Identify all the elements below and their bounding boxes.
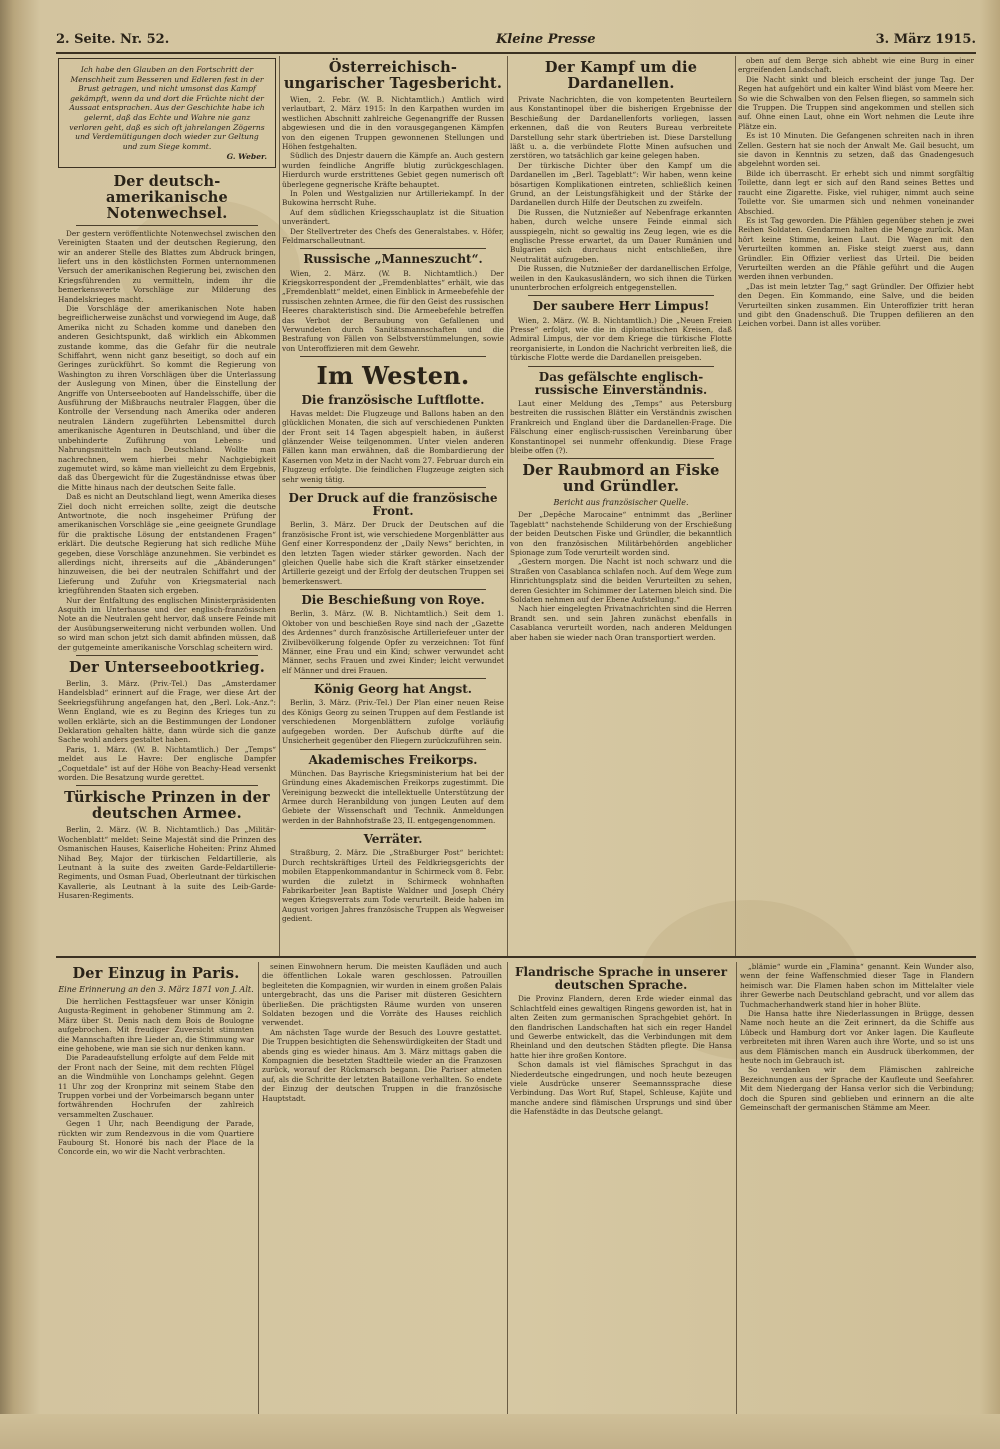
paragraph: Private Nachrichten, die von kompetenten Beurteilern aus Konstantinopel über die bisherigen Ergebnisse der Beschießung der Dardanellenforts vorliegen, lassen erkennen, daß die von Reuters Bureau verbreitete Darstellung sehr stark übertrieben ist. Diese Darstellung läßt u. a. die verbündete Flotte Minen aufsuchen und zerstören, wo tatsächlich gar keine gelegen haben.	[510, 94, 732, 161]
divider	[300, 487, 486, 488]
paragraph: Berlin, 3. März. (Priv.-Tel.) Der Plan einer neuen Reise des Königs Georg zu seinen Truppen auf dem Festlande ist verschiedenen Morgenblättern zufolge vorläufig aufgegeben worden. Der Aufschub dürfte auf die Unsicherheit gegenüber den Fliegern zurückzuführen sein.	[282, 698, 504, 746]
paragraph: Die Nacht sinkt und bleich erscheint der junge Tag. Der Regen hat aufgehört und ein kalter Wind bläst vom Meere her. So wie die Schwalben von den Felsen fliegen, so sammeln sich die Truppen. Die Truppen sind angekommen und stellen sich auf. Ohne einen Laut, ohne ein Wort nehmen die Leute ihre Plätze ein.	[738, 74, 974, 131]
paragraph: Südlich des Dnjestr dauern die Kämpfe an. Auch gestern wurden feindliche Angriffe blutig zurückgeschlagen. Hierdurch wurde erstrittenes Gebiet gegen numerisch oft überlegene gegnerische Kräfte behauptet.	[282, 151, 504, 189]
article-title: Flandrische Sprache in unserer deutschen Sprache.	[514, 965, 728, 993]
article-note-exchange	[58, 174, 276, 652]
article-title: Akademisches Freikorps.	[308, 752, 478, 767]
column-rule	[736, 962, 737, 1414]
paragraph: Berlin, 3. März. (Priv.-Tel.) Das „Amsterdamer Handelsblad“ erinnert auf die Frage, wer diese Art der Seekriegsführung angefangen hat, den „Berl. Lok.-Anz.“: Wenn England, wie es zu Beginn des Krieges tun zu wollen erklärte, sich an die Bestimmungen der Londoner Deklaration gehalten hätte, dann würde sich die ganze Sache wohl anders gestaltet haben.	[58, 678, 276, 745]
article-murder-fiske	[510, 458, 732, 642]
article-subtitle: Eine Erinnerung an den 3. März 1871 von J. Alt.	[58, 984, 254, 994]
article-title: Das gefälschte englisch-russische Einverständnis.	[534, 369, 708, 397]
paragraph: Nach hier eingelegten Privatnachrichten sind die Herren Brandt sen. und sein Jahren zunächst ebenfalls in Casablanca verurteilt worden, nach anderen Meldungen aber haben sie wieder nach Oran transportiert werden.	[510, 604, 732, 642]
article-title: Die Beschießung von Roye.	[301, 593, 485, 608]
paragraph: Der gestern veröffentlichte Notenwechsel zwischen den Vereinigten Staaten und der deutschen Regierung, den wir an anderer Stelle des Blattes zum Abdruck bringen, liefert uns in den köstlichsten Formen unternommenen Versuch der amerikanischen Regierung bei, zwischen den Kriegsführenden zu vermitteln, indem ihr die bemerkenswerte Vorschläge zur Milderung des Handelskrieges macht.	[58, 228, 276, 304]
paragraph: Laut einer Meldung des „Temps“ aus Petersburg bestreiten die russischen Blätter ein Verständnis zwischen Frankreich und England über die Dardanellen-Frage. Die Fälschung einer englisch-russischen Vereinbarung über Konstantinopel sei nunmehr offenkundig. Diese Frage bleibe offen (?).	[510, 399, 732, 456]
divider	[528, 458, 714, 459]
paragraph: Gegen 1 Uhr, nach Beendigung der Parade, rückten wir zum Rendezvous in die vom Quartiere Faubourg St. Honoré bis nach der Place de la Concorde ein, wo wir die Nacht verbrachten.	[58, 1119, 254, 1157]
paragraph: „Das ist mein letzter Tag,“ sagt Gründler. Der Offizier hebt den Degen. Ein Kommando, eine Salve, und die beiden Verurteilten sinken zusammen. Ein Unteroffizier tritt heran und gibt den Gnadenschuß. Die Truppen defilieren an den Leichen vorbei. Dann ist alles vorüber.	[738, 281, 974, 329]
paragraph: Die Vorschläge der amerikanischen Note haben begreiflicherweise zunächst und vorwiegend im Auge, daß Amerika nicht zu Schaden komme und daneben den anderen Gesichtspunkt, daß wirklich ein Abkommen zustande komme, das die Gefahr für die neutrale Schiffahrt, wenn nicht ganz beseitigt, so doch auf ein Geringes zurückführt. So kommt die Regierung von Washington zu ihren Vorschlägen über die Unterlassung der Auslegung von Minen, über die Einstellung der Angriffe von Unterseebooten auf Handelsschiffe, über die Ausführung der Mißbrauchs neutraler Flaggen, über die Kontrolle der Versendung nach Amerika oder anderen neutralen Ländern zugeführten Lebensmittel durch amerikanische Agenturen in Deutschland, und über die unbehinderte Zuführung von Lebens- und Nahrungsmitteln nach Deutschland. Wollte man nachrechnen, wem hierbei mehr Nachgiebigkeit zugemutet wird, so käme man vielleicht zu dem Ergebnis, daß das Übergewicht für die Zugeständnisse etwas über die Mitte hinaus nach der deutschen Seite falle.	[58, 304, 276, 492]
paragraph: Berlin, 2. März. (W. B. Nichtamtlich.) Das „Militär-Wochenblatt“ meldet: Seine Majestät sind die Prinzen des Osmanischen Hauses, Kaiserliche Hoheiten: Prinz Ahmed Nihad Bey, Major der türkischen Feldartillerie, als Leutnant à la suite des zweiten Garde-Feldartillerie-Regiments, und Osman Fuad, Oberleutnant der türkischen Kavallerie, als Leutnant à la suite des Leib-Garde-Husaren-Regiments.	[58, 825, 276, 901]
paragraph: Die Hansa hatte ihre Niederlassungen in Brügge, dessen Name noch heute an die Zeit erinnert, da die Schiffe aus Lübeck und Hamburg dort vor Anker lagen. Die Kaufleute verbreiteten mit ihren Waren auch ihre Worte, und so ist uns aus dem Flämischen manch ein Ausdruck überkommen, der heute noch im Gebrauch ist.	[740, 1009, 974, 1066]
divider	[300, 678, 486, 679]
article-title: Der saubere Herr Limpus!	[532, 299, 710, 314]
column-4	[738, 56, 974, 956]
issue-date: 3. März 1915.	[875, 32, 976, 47]
article-subtitle: Bericht aus französischer Quelle.	[553, 498, 689, 508]
paragraph: Nur der Entfaltung des englischen Ministerpräsidenten Asquith im Unterhause und der englisch-französischen Note an die Neutralen geht hervor, daß unsere Feinde mit der Ausübungserweiterung nicht verbunden wollen. Und so wird man schon jetzt sich damit abfinden müssen, daß der gutgemeinte amerikanische Vorschlag scheitern wird.	[58, 595, 276, 652]
article-traitor	[282, 828, 504, 923]
paragraph: Die Russen, die Nutznießer der dardanellischen Erfolge, weilen in den Kaukasusländern, wo sich ihnen die Türken ununterbrochen erfolgreich entgegenstellen.	[510, 264, 732, 292]
paragraph: Straßburg, 2. März. Die „Straßburger Post“ berichtet: Durch rechtskräftiges Urteil des Feldkriegsgerichts der mobilen Etappenkommandantur in Schirmeck vom 8. Febr. wurden die zuletzt in Schirmeck wohnhaften Fabrikarbeiter Jean Baptiste Waldner und Joseph Chéry wegen Kriegsverrats zum Tode verurteilt. Beide haben im August vorigen Jahres französische Truppen als Wegweiser gedient.	[282, 848, 504, 924]
column-rule	[279, 56, 280, 956]
article-title: Der Kampf um die Dardanellen.	[544, 59, 698, 92]
article-shelling-roye	[282, 589, 504, 675]
page-margin	[0, 1414, 1000, 1449]
page-header	[56, 30, 976, 54]
divider	[76, 225, 258, 226]
lower-column-4	[740, 962, 974, 1414]
newspaper-masthead: Kleine Presse	[496, 32, 596, 47]
article-subtitle: Die französische Luftflotte.	[301, 392, 485, 407]
article-title: Der Unterseebootkrieg.	[68, 659, 266, 677]
paragraph: „blämie“ wurde ein „Flamina“ genannt. Kein Wunder also, wenn der feine Waffenschmied dieser Tage in Flandern heimisch war. Die Flamen haben schon im Mittelalter viele ihrer Gewerbe nach Deutschland gebracht, und vor allem das Tuchmacherhandwerk stand hier in hoher Blüte.	[740, 962, 974, 1009]
paragraph: Berlin, 3. März. Der Druck der Deutschen auf die französische Front ist, wie verschiedene Morgenblätter aus Genf einer Korrespondenz der „Daily News“ berichten, in den letzten Tagen wieder stärker geworden. Nach der gleichen Quelle habe sich die Kraft stärker einsetzender Artillerie gezeigt und der Erfolg der deutschen Truppen sei bemerkenswert.	[282, 520, 504, 586]
lower-column-2	[262, 962, 502, 1414]
column-3	[510, 56, 732, 956]
paragraph: München. Das Bayrische Kriegsministerium hat bei der Gründung eines Akademischen Freikorps zugestimmt. Die Vereinigung bezweckt die intellektuelle Unterstützung der Armee durch Heranbildung von jungen Leuten auf dem Gebiete der Wissenschaft und Technik. Anmeldungen werden in der Bahnhofstraße 23, II. entgegengenommen.	[282, 768, 504, 825]
article-title: Der Raubmord an Fiske und Gründler.	[522, 462, 720, 496]
page-number: 2. Seite. Nr. 52.	[56, 32, 170, 47]
article-title: Russische „Manneszucht“.	[303, 252, 483, 267]
article-submarine-war	[58, 655, 276, 782]
paragraph: Die Paradeaufstellung erfolgte auf dem Felde mit der Front nach der Seine, mit dem rechten Flügel an die Windmühle von Lonchamps gelehnt. Gegen 11 Uhr zog der Kronprinz mit seinem Stabe den Truppen vorbei und der Vorbeimarsch begann unter fortwährenden Hochrufen der zahlreich versammelten Zuschauer.	[58, 1053, 254, 1119]
paragraph: Wien, 2. Febr. (W. B. Nichtamtlich.) Amtlich wird verlautbart, 2. März 1915: In den Karpathen wurden im westlichen Abschnitt zahlreiche Gegenangriffe der Russen abgewiesen und die in den vorausgegangenen Kämpfen von den eigenen Truppen gewonnenen Stellungen und Höhen festgehalten.	[282, 94, 504, 151]
article-dardanelles	[510, 60, 732, 292]
article-title: Verräter.	[363, 832, 423, 847]
paragraph: In Polen und Westgalizien nur Artilleriekampf. In der Bukowina herrscht Ruhe.	[282, 188, 504, 208]
section-title: Im Westen.	[316, 361, 470, 391]
article-title: König Georg hat Angst.	[314, 682, 472, 697]
article-title: Türkische Prinzen in der deutschen Armee.	[64, 789, 270, 823]
paragraph: Es ist 10 Minuten. Die Gefangenen schreiten nach in ihren Zellen. Gestern hat sie noch der Anwalt Me. Gail besucht, um sie davon in Kenntnis zu setzen, daß das Gnadengesuch abgelehnt worden sei.	[738, 131, 974, 169]
column-1	[58, 56, 276, 956]
article-pressure-front	[282, 487, 504, 586]
paragraph: Wien, 2. März. (W. B. Nichtamtlich.) Der Kriegskorrespondent der „Fremdenblattes“ erhält, wie das „Fremdenblatt“ meldet, einen Einblick in Armeebefehle der russischen zehnten Armee, die für den Geist des russischen Heeres charakteristisch sind. Die Armeebefehle betreffen das Verbot der Beraubung von Gefallenen und Verwundeten durch Sanitätsmannschaften und die Bestrafung von Fällen von Selbstverstümmelungen, sowie von Unteroffizieren mit dem Gewehr.	[282, 268, 504, 353]
paragraph: Schon damals ist viel flämisches Sprachgut in das Niederdeutsche eingedrungen, und noch heute bezeugen viele Ausdrücke unserer Seemannssprache diese Verbindung. Das Wort Ruf, Stapel, Schleuse, Kajüte und manche andere sind flämischen Ursprungs und sind über die Hafenstädte in das Deutsche gelangt.	[510, 1060, 732, 1117]
motto-signature: G. Weber.	[226, 152, 267, 162]
article-academic-corps	[282, 749, 504, 826]
paragraph: Berlin, 3. März. (W. B. Nichtamtlich.) Seit dem 1. Oktober von und beschießen Roye sind nach der „Gazette des Ardennes“ durch französische Artilleriefeuer unter der Zivilbevölkerung folgende Opfer zu verzeichnen: Tot fünf Männer, eine Frau und ein Kind; schwer verwundet acht Männer, sechs Frauen und zwei Kinder; leicht verwundet elf Männer und drei Frauen.	[282, 609, 504, 675]
article-russian-courage	[282, 248, 504, 353]
lower-column-3	[510, 962, 732, 1414]
article-title: Der Druck auf die französische Front.	[288, 491, 498, 519]
paragraph: Havas meldet: Die Flugzeuge und Ballons haben an den glücklichen Monaten, die sich auf verschiedenen Punkten der Front seit 14 Tagen abgespielt haben, in äußerst glänzender Weise teilgenommen. Unter vielen anderen Fällen kann man erwähnen, daß die Bombardierung der Kasernen von Metz in der Nacht vom 27. Februar durch ein Flugzeug erfolgte. Die feindlichen Flugzeuge zeigten sich sehr wenig tätig.	[282, 408, 504, 484]
divider	[528, 366, 714, 367]
article-title: Der deutsch-amerikanische Notenwechsel.	[106, 172, 228, 222]
paragraph: Die Provinz Flandern, deren Erde wieder einmal das Schlachtfeld eines gewaltigen Ringens geworden ist, hat in alten Zeiten zum germanischen Sprachgebiet gehört. In den flandrischen Landschaften hat sich ein reger Handel und Gewerbe entwickelt, das die Verbindungen mit dem Rheinland und den deutschen Städten pflegte. Die Hansa hatte hier ihre großen Kontore.	[510, 994, 732, 1060]
article-title: Der Einzug in Paris.	[72, 965, 240, 982]
paragraph: Der Stellvertreter des Chefs des Generalstabes. v. Höfer, Feldmarschalleutnant.	[282, 226, 504, 245]
column-2	[282, 56, 504, 956]
divider	[76, 655, 258, 656]
article-austria-report	[282, 60, 504, 245]
paragraph: Daß es nicht an Deutschland liegt, wenn Amerika dieses Ziel doch nicht erreichen sollte, zeigt die deutsche Antwortnote, die noch insgeheimer Prüfung der amerikanischen Vorschläge sie „eine geeignete Grundlage für die praktische Lösung der entstandenen Fragen“ erklärt. Die deutsche Regierung hat sich redliche Mühe gegeben, diese Vorschläge anzunehmen. Sie verbindet es allerdings nicht, ihrerseits auf die „Abänderungen“ hinzuweisen, die bei der neutralen Schiffahrt und der Lieferung und Zufuhr von Kriegsmaterial nach kriegführenden Staaten sich ergeben.	[58, 492, 276, 596]
lower-column-1	[58, 962, 254, 1414]
paragraph: oben auf dem Berge sich abhebt wie eine Burg in einer ergreifenden Landschaft.	[738, 56, 974, 75]
article-in-west	[282, 356, 504, 484]
divider	[300, 828, 486, 829]
column-rule	[507, 962, 508, 1414]
article-king-george	[282, 678, 504, 745]
divider	[528, 295, 714, 296]
divider	[300, 749, 486, 750]
paragraph: Auf dem südlichen Kriegsschauplatz ist die Situation unverändert.	[282, 207, 504, 227]
paragraph: Die Russen, die Nutznießer auf Nebenfrage erkannten haben, durch welche unsere Feinde einmal sich ausspiegeln, nicht so gewaltig ins Zeug legen, wie es die englische Presse erwartet, da um Dauer Rumänien und Bulgarien sich durchaus nicht entschließen, ihre Neutralität aufzugeben.	[510, 207, 732, 264]
paragraph: „Gestern morgen. Die Nacht ist noch schwarz und die Straßen von Casablanca schlafen noch. Auf dem Wege zum Hinrichtungsplatz sind die beiden Verurteilten zu sehen, deren Gesichter im Schimmer der Laternen bleich sind. Die Soldaten nehmen auf der Ebene Aufstellung.“	[510, 557, 732, 604]
article-anglo-russian	[510, 366, 732, 456]
paragraph: Am nächsten Tage wurde der Besuch des Louvre gestattet. Die Truppen besichtigten die Sehenswürdigkeiten der Stadt und abends ging es wieder hinaus. Am 3. März mittags gaben die Kompagnien die besetzten Stadtteile wieder an die Franzosen zurück, worauf der Rückmarsch begann. Die Pariser atmeten auf, als die Schritte der letzten Bataillone verhallten. So endete der Einzug der deutschen Truppen in die französische Hauptstadt.	[262, 1027, 502, 1103]
paragraph: Wien, 2. März. (W. B. Nichtamtlich.) Die „Neuen Freien Presse“ erfolgt, wie die in diplomatischen Kreisen, daß Admiral Limpus, der vor dem Kriege die türkische Flotte reorganisierte, in London die Nachricht verbreiten ließ, die türkische Flotte werde die Dardanellen preisgeben.	[510, 315, 732, 363]
column-rule	[258, 962, 259, 1414]
article-title: Österreichisch-ungarischer Tagesbericht.	[283, 59, 503, 92]
paragraph: So verdanken wir dem Flämischen zahlreiche Bezeichnungen aus der Sprache der Kaufleute und Seefahrer. Mit dem Niedergang der Hansa verlor sich die Verbindung; doch die Spuren sind geblieben und erinnern an die alte Gemeinschaft der germanischen Stämme am Meer.	[740, 1065, 974, 1113]
article-turkish-princes	[58, 785, 276, 900]
paragraph: Es ist Tag geworden. Die Pfählen gegenüber stehen je zwei Reihen Soldaten. Gendarmen halten die Menge zurück. Man hört keine Stimme, keinen Laut. Die Wagen mit den Verurteilten kommen an. Fiske steigt zuerst aus, dann Gründler. Ein Offizier verliest das Urteil. Die beiden Verurteilten werden an die Pfähle geführt und die Augen werden ihnen verbunden.	[738, 215, 974, 282]
paragraph: Der „Depêche Marocaine“ entnimmt das „Berliner Tageblatt“ nachstehende Schilderung von der Erschießung der beiden Deutschen Fiske und Gründler, die bekanntlich von den französischen Militärbehörden angeblicher Spionage zum Tode verurteilt worden sind.	[510, 510, 732, 557]
paragraph: Der türkische Dichter über den Kampf um die Dardanellen im „Berl. Tageblatt“: Wir haben, wenn keine bösartigen Komplikationen eintreten, schließlich keinen Grund, an der Leistungsfähigkeit und der Stärke der Dardanellen durch Hilfe der Deutschen zu zweifeln.	[510, 160, 732, 208]
divider	[300, 589, 486, 590]
section-divider	[56, 956, 976, 958]
divider	[300, 248, 486, 249]
paragraph: Bilde ich überrascht. Er erhebt sich und nimmt sorgfältig Toilette, dann legt er sich auf den Rand seines Bettes und raucht eine Zigarette. Fiske, viel ruhiger, nimmt auch seine Toilette vor. Sie umarmen sich und nehmen voneinander Abschied.	[738, 168, 974, 216]
motto-text: Ich habe den Glauben an den Fortschritt der Menschheit zum Besseren und Edleren fest in der Brust getragen, und nicht umsonst das Kampf gekämpft, wenn da und dort die Früchte nicht der Aussaat entsprachen. Aus der Geschichte habe ich gelernt, daß das Echte und Wahre nie ganz verloren geht, daß es sich oft jahrelangen Zögerns und Verdemütigungen doch wieder zur Geltung und zum Siege kommt.	[69, 65, 265, 151]
divider	[300, 356, 486, 357]
divider	[76, 785, 258, 786]
paragraph: Die herrlichen Festtagsfeuer war unser Königin Augusta-Regiment in gehobener Stimmung am 2. März über St. Denis nach dem Bois de Boulogne aufgebrochen. Mit freudiger Zuversicht stimmten die Mannschaften ihre Lieder an, die Stimmung war eine gehobene, wie man sie sich nur denken kann.	[58, 996, 254, 1053]
paragraph: Paris, 1. März. (W. B. Nichtamtlich.) Der „Temps“ meldet aus Le Havre: Der englische Dampfer „Coquetdale“ ist auf der Höhe von Beachy-Head versenkt worden. Die Besatzung wurde gerettet.	[58, 744, 276, 783]
article-nasty-lie	[510, 295, 732, 362]
column-rule	[507, 56, 508, 956]
motto-box	[58, 58, 276, 168]
column-rule	[735, 56, 736, 956]
paragraph: seinen Einwohnern herum. Die meisten Kaufläden und auch die öffentlichen Lokale waren geschlossen. Patrouillen begleiteten die Kompagnien, wir wurden in einem großen Palais untergebracht, das uns die Pariser mit düsteren Gesichtern überließen. Die prächtigsten Räume wurden von unseren Soldaten bezogen und die Vorräte des Hauses reichlich verwendet.	[262, 962, 502, 1028]
